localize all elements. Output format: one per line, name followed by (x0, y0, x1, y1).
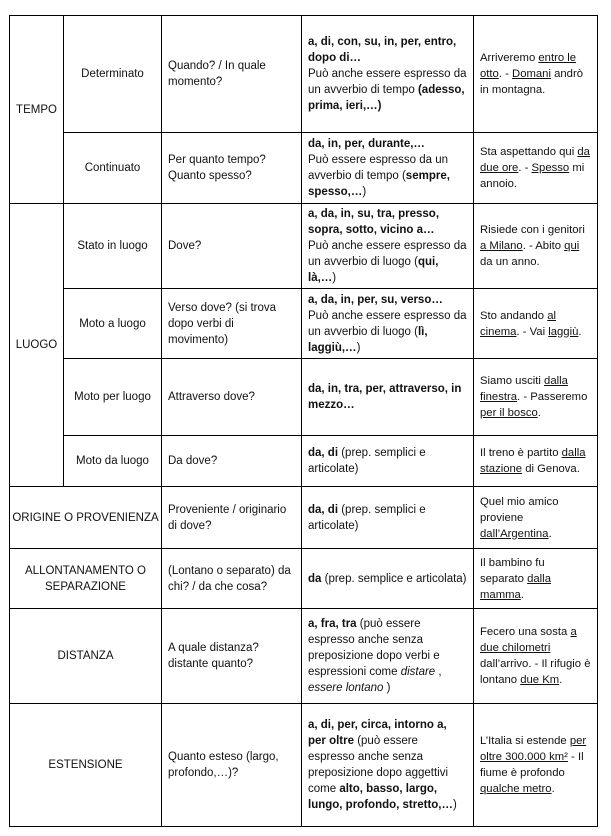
complement-phrase: entro le otto (480, 52, 577, 80)
complement-phrase: per il bosco (480, 407, 538, 419)
preposition-cell (302, 16, 473, 132)
note-text: Può anche essere espresso da un avverbio di luogo ( (308, 240, 467, 268)
adjective-examples: alto, basso, largo, lungo, profondo, stretto,… (308, 783, 454, 811)
example-cell: Arriveremo entro le otto. - Domani andrò in montagna. (480, 52, 584, 96)
preposition-list: da, in, tra, per, attraverso, in mezzo… (308, 383, 462, 411)
adverb-examples: lì, laggiù,… (308, 325, 428, 354)
category-tempo: TEMPO (16, 103, 57, 116)
category-origine: ORIGINE O PROVENIENZA (12, 511, 159, 524)
complement-phrase: dalla mamma (480, 572, 551, 601)
question-cell: Verso dove? (si trova dopo verbi di movimento) (168, 301, 277, 346)
example-cell: Il bambino fu separato dalla mamma. (480, 556, 551, 601)
preposition-cell (302, 436, 473, 486)
complement-phrase: dalla finestra (480, 375, 568, 403)
note-text: Può essere espresso da un avverbio di tempo ( (308, 154, 449, 182)
rule (9, 826, 597, 827)
complement-phrase: Spesso (531, 162, 570, 174)
example-cell: Sto andando al cinema. - Vai laggiù. (480, 309, 582, 338)
complement-phrase: per oltre 300.000 km² (480, 735, 587, 763)
verb-example: essere lontano (308, 682, 384, 694)
category-luogo: LUOGO (15, 339, 58, 351)
complement-phrase: dall’Argentina (480, 527, 549, 540)
preposition-list: da, in, per, durante,… (308, 138, 425, 150)
note-text: ) (332, 272, 337, 284)
note-text: , (435, 666, 442, 678)
preposition-cell (302, 487, 473, 548)
complement-phrase: a due chilometri (480, 626, 577, 654)
note-text: ) (362, 186, 367, 198)
preposition-cell (302, 704, 473, 826)
example-cell: L’Italia si estende per oltre 300.000 km² - Il fiume è profondo qualche metro. (480, 735, 587, 795)
note-text: (prep. semplici e articolate) (308, 503, 426, 532)
subcategory-determinato: Determinato (81, 68, 144, 80)
preposition-list: a, fra, tra (308, 618, 357, 630)
complement-phrase: dalla stazione (480, 447, 586, 475)
preposition-list: da, di (308, 503, 339, 516)
complement-phrase: a Milano (480, 240, 523, 252)
example-cell: Il treno è partito dalla stazione di Genova. (480, 447, 586, 475)
question-cell: Proveniente / originario di dove? (168, 503, 287, 532)
example-cell: Quel mio amico proviene dall’Argentina. (480, 495, 559, 540)
preposition-list: a, di, con, su, in, per, entro, dopo di… (308, 36, 457, 64)
note-text: Può anche essere espresso da un avverbio di tempo (308, 68, 467, 96)
preposition-cell (302, 359, 473, 435)
subcategory-continuato: Continuato (84, 162, 141, 174)
example-cell: Fecero una sosta a due chilometri dall’arrivo. - Il rifugio è lontano due Km. (480, 626, 591, 686)
subcategory-moto-a: Moto a luogo (79, 317, 146, 330)
note-text: (prep. semplice e articolata) (321, 572, 467, 585)
preposition-list: da, di (308, 447, 339, 459)
preposition-cell (302, 549, 473, 608)
category-distanza: DISTANZA (57, 650, 114, 662)
adverb-examples: sempre, spesso,… (308, 170, 450, 198)
question-cell: (Lontano o separato) da chi? / da che cosa? (168, 564, 291, 593)
note-text: ) (356, 341, 361, 354)
complement-phrase: da due ore (480, 146, 590, 174)
note-text: (prep. semplici e articolate) (308, 447, 426, 475)
complement-phrase: due Km (520, 674, 560, 686)
subcategory-moto-per: Moto per luogo (74, 391, 151, 403)
category-estensione: ESTENSIONE (48, 759, 123, 771)
example-cell: Risiede con i genitori a Milano. - Abito qui da un anno. (480, 224, 585, 268)
question-cell: Per quanto tempo? Quanto spesso? (168, 154, 266, 182)
note-text: ) (383, 682, 391, 694)
rule (597, 15, 598, 827)
preposition-list: a, da, in, su, tra, presso, sopra, sotto, vicino a… (308, 208, 440, 236)
example-cell: Sta aspettando qui da due ore. - Spesso mi annoio. (480, 146, 590, 190)
example-cell: Siamo usciti dalla finestra. - Passeremo per il bosco. (480, 375, 588, 419)
question-cell: Quanto esteso (largo, profondo,…)? (168, 751, 279, 779)
preposition-cell (302, 133, 473, 203)
question-cell: Quando? / In quale momento? (168, 60, 266, 88)
note-text: Può anche essere espresso da un avverbio di luogo ( (308, 309, 467, 338)
preposition-cell (302, 204, 473, 288)
category-allontanamento: ALLONTANAMENTO O SEPARAZIONE (25, 564, 146, 593)
preposition-list: da (308, 572, 322, 585)
note-text: (può essere espresso anche senza preposizione dopo aggettivi come (308, 735, 449, 795)
question-cell: Attraverso dove? (168, 391, 255, 403)
subcategory-stato: Stato in luogo (77, 240, 148, 252)
preposition-list: a, da, in, per, su, verso… (308, 293, 443, 306)
preposition-list: a, di, per, circa, intorno a, per oltre (308, 719, 447, 747)
note-text: ) (453, 799, 457, 811)
complement-phrase: laggiù (548, 325, 579, 338)
question-cell: A quale distanza? distante quanto? (168, 642, 259, 670)
subcategory-moto-da: Moto da luogo (76, 455, 149, 467)
note-text: (può essere espresso anche senza preposizione dopo verbi e espressioni come (308, 618, 440, 678)
question-cell: Da dove? (168, 455, 218, 467)
complement-phrase: qui (564, 240, 580, 252)
complement-phrase: Domani (512, 68, 551, 80)
preposition-cell (302, 609, 473, 703)
complement-phrase: al cinema (480, 309, 557, 338)
complement-phrase: qualche metro (480, 783, 552, 795)
preposition-cell (302, 289, 473, 358)
adverb-examples: qui, là,… (308, 256, 439, 284)
verb-example: distare (400, 666, 436, 678)
adverb-examples: (adesso, prima, ieri,…) (308, 84, 465, 112)
question-cell: Dove? (168, 240, 202, 252)
